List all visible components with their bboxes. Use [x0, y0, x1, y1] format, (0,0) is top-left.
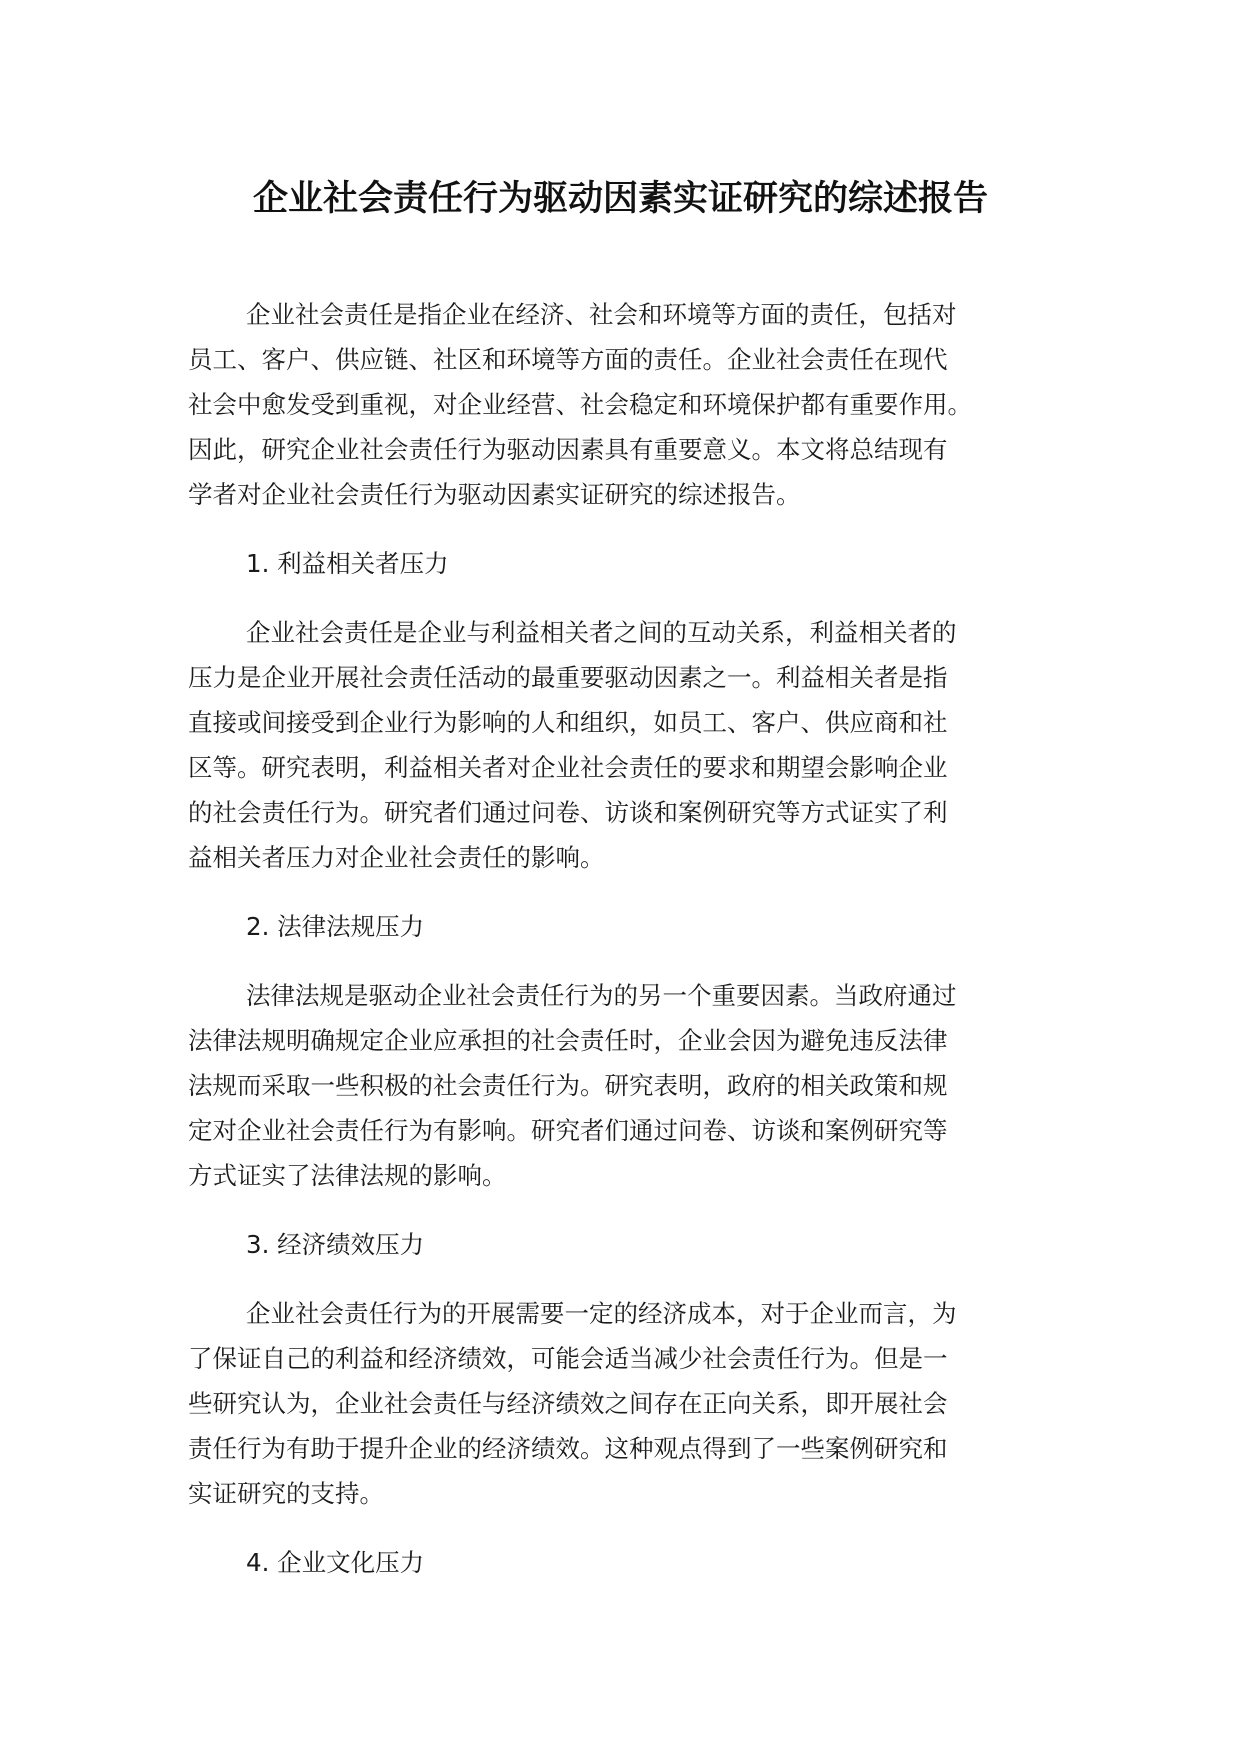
- text-line: 直接或间接受到企业行为影响的人和组织，如员工、客户、供应商和社: [188, 708, 948, 737]
- text-line: 方式证实了法律法规的影响。: [188, 1161, 507, 1190]
- text-line: 定对企业社会责任行为有影响。研究者们通过问卷、访谈和案例研究等: [188, 1116, 948, 1145]
- text-line: 法律法规是驱动企业社会责任行为的另一个重要因素。当政府通过: [246, 981, 957, 1010]
- section-heading: 4. 企业文化压力: [246, 1548, 425, 1577]
- text-line: 责任行为有助于提升企业的经济绩效。这种观点得到了一些案例研究和: [188, 1434, 948, 1463]
- document-title: 企业社会责任行为驱动因素实证研究的综述报告: [252, 179, 988, 219]
- text-line: 企业社会责任是企业与利益相关者之间的互动关系，利益相关者的: [246, 618, 957, 647]
- section-heading: 1. 利益相关者压力: [246, 549, 449, 578]
- section-paragraph: [188, 973, 1060, 1198]
- section-heading: 3. 经济绩效压力: [246, 1230, 425, 1259]
- text-line: 的社会责任行为。研究者们通过问卷、访谈和案例研究等方式证实了利: [188, 798, 948, 827]
- section-heading: 2. 法律法规压力: [246, 912, 425, 941]
- text-line: 益相关者压力对企业社会责任的影响。: [188, 843, 605, 872]
- text-line: 区等。研究表明，利益相关者对企业社会责任的要求和期望会影响企业: [188, 753, 948, 782]
- document-body: [188, 292, 1060, 1609]
- intro-paragraph: [188, 292, 1060, 517]
- text-line: 企业社会责任行为的开展需要一定的经济成本，对于企业而言，为: [246, 1299, 957, 1328]
- text-line: 法规而采取一些积极的社会责任行为。研究表明，政府的相关政策和规: [188, 1071, 948, 1100]
- text-line: 了保证自己的利益和经济绩效，可能会适当减少社会责任行为。但是一: [188, 1344, 948, 1373]
- text-line: 社会中愈发受到重视，对企业经营、社会稳定和环境保护都有重要作用。: [188, 390, 972, 419]
- text-line: 压力是企业开展社会责任活动的最重要驱动因素之一。利益相关者是指: [188, 663, 948, 692]
- section-paragraph: [188, 610, 1060, 880]
- text-line: 企业社会责任是指企业在经济、社会和环境等方面的责任，包括对: [246, 300, 957, 329]
- text-line: 因此，研究企业社会责任行为驱动因素具有重要意义。本文将总结现有: [188, 435, 948, 464]
- text-line: 些研究认为，企业社会责任与经济绩效之间存在正向关系，即开展社会: [188, 1389, 948, 1418]
- text-line: 法律法规明确规定企业应承担的社会责任时，企业会因为避免违反法律: [188, 1026, 948, 1055]
- section-paragraph: [188, 1291, 1060, 1516]
- text-line: 实证研究的支持。: [188, 1479, 384, 1508]
- text-line: 员工、客户、供应链、社区和环境等方面的责任。企业社会责任在现代: [188, 345, 948, 374]
- text-line: 学者对企业社会责任行为驱动因素实证研究的综述报告。: [188, 480, 801, 509]
